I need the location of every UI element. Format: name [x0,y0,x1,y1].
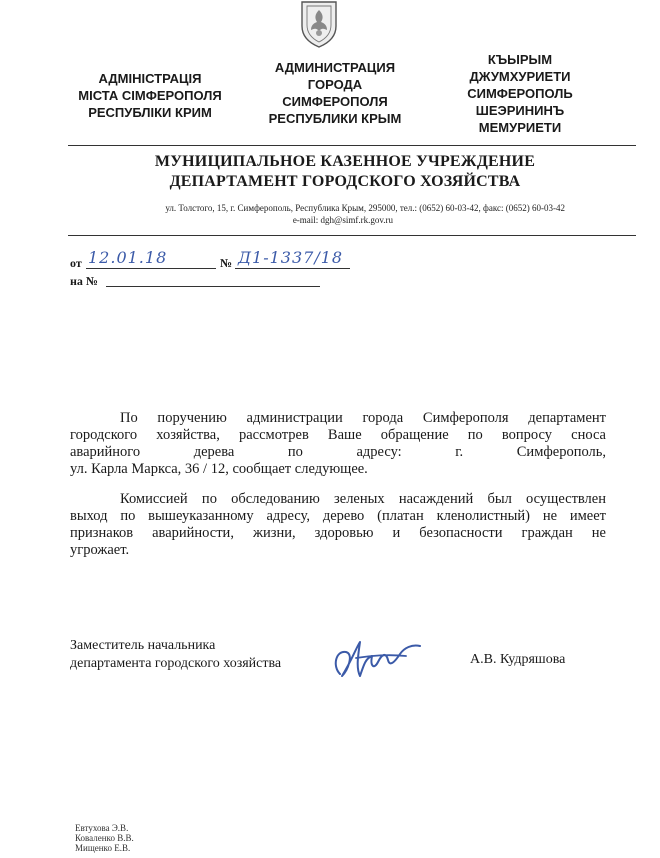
signatory-title-line1: Заместитель начальника [70,638,216,653]
date-underline [86,268,216,269]
paragraph-line: Комиссией по обследованию зеленых насаждений был осуществлен [120,491,606,507]
letter-paragraph-2 [70,491,606,559]
header-right-line: ШЕЭРИНИНЪ [475,103,565,118]
address-line: ул. Толстого, 15, г. Симферополь, Республика Крым, 295000, тел.: (0652) 60-03-42, факс: (0652) 60-03-42 [165,203,565,213]
number-underline [235,268,350,269]
header-right-crimean-tatar [450,51,590,136]
organization-line2: ДЕПАРТАМЕНТ ГОРОДСКОГО ХОЗЯЙСТВА [169,173,521,190]
date-value: 12.01.18 [88,248,168,267]
header-right-line: ДЖУМХУРИЕТИ [469,69,571,84]
paragraph-line: ул. Карла Маркса, 36 / 12, сообщает следующее. [70,461,368,477]
address-block [90,202,565,226]
header-center-line: СИМФЕРОПОЛЯ [282,94,388,109]
header-center-russian [250,59,420,127]
signatory-title-line2: департамента городского хозяйства [70,656,282,671]
header-right-line: МЕМУРИЕТИ [478,120,562,135]
email-line: e-mail: dgh@simf.rk.gov.ru [292,215,393,225]
paragraph-line: аварийного дерева по адресу: г. Симферополь, [70,444,606,460]
handwritten-signature [326,630,426,690]
number-label: № [220,256,233,270]
letter-paragraph-1 [70,410,606,478]
coat-of-arms-emblem [298,0,340,48]
number-value: Д1-1337/18 [238,248,344,267]
executors-list [75,823,134,853]
executor-name: Коваленко В.В. [75,833,134,843]
paragraph-line: угрожает. [70,542,130,558]
paragraph-line: городского хозяйства, рассмотрев Ваше обращение по вопросу сноса [70,427,606,443]
reference-label: на № [70,274,98,288]
header-left-line: АДМІНІСТРАЦІЯ [98,71,202,86]
header-center-line: РЕСПУБЛИКИ КРЫМ [268,111,402,126]
header-left-line: МІСТА СІМФЕРОПОЛЯ [78,88,222,103]
header-center-line: АДМИНИСТРАЦИЯ [274,60,396,75]
header-left-line: РЕСПУБЛІКИ КРИМ [88,105,212,120]
signatory-title [70,637,330,673]
date-label: от [70,256,82,270]
executor-name: Мищенко Е.В. [75,843,131,853]
header-center-line: ГОРОДА [307,77,363,92]
header-right-line: СИМФЕРОПОЛЬ [467,86,573,101]
address-divider [68,235,636,236]
organization-line1: МУНИЦИПАЛЬНОЕ КАЗЕННОЕ УЧРЕЖДЕНИЕ [154,153,536,170]
organization-name [120,152,570,192]
paragraph-line: признаков аварийности, жизни, здоровью и безопасности граждан не [70,525,606,541]
signatory-name: А.В. Кудряшова [470,652,566,667]
paragraph-line: выход по вышеуказанному адресу, дерево (платан кленолистный) не имеет [70,508,606,524]
reference-underline [106,286,320,287]
paragraph-line: По поручению администрации города Симферополя департамент [120,410,606,426]
header-left-ukrainian [70,70,230,121]
header-right-line: КЪЫРЫМ [487,52,553,67]
header-divider [68,145,636,146]
executor-name: Евтухова Э.В. [75,823,129,833]
